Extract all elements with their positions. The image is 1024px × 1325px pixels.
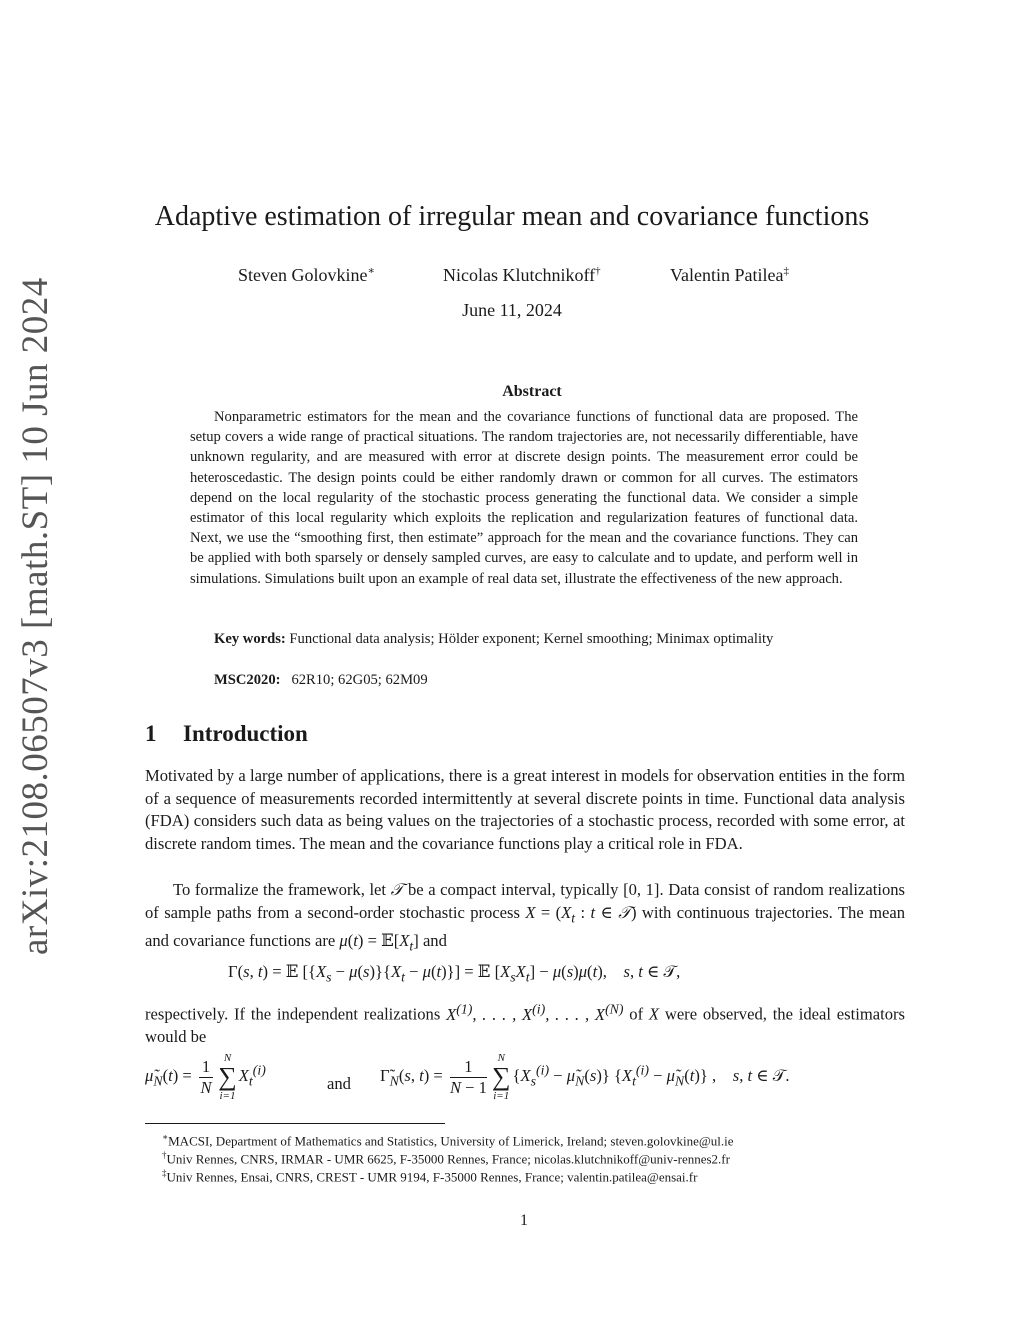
- author-3: [670, 258, 789, 288]
- section-heading: [145, 719, 308, 749]
- author-name: Valentin Patilea: [670, 265, 784, 285]
- section-number: 1: [145, 721, 157, 746]
- intro-paragraph-1: [145, 765, 905, 855]
- abstract-body: [190, 407, 858, 589]
- math-inline: 𝒯: [390, 880, 404, 899]
- abstract-heading: Abstract: [502, 383, 562, 400]
- keywords-label: Key words:: [214, 631, 286, 647]
- covariance-equation: Γ(s, t) = 𝔼 $[\{X_s - \mu(s)\}\{X_t - \mu(t)\}]$ = 𝔼 $[X_sX_t] - \mu(s)\mu(t)$, s, t ∈ 𝒯,: [228, 962, 681, 985]
- msc-label: MSC2020:: [214, 672, 281, 688]
- author-name: Steven Golovkine: [238, 265, 368, 285]
- footnote-mark: †: [162, 1150, 167, 1160]
- covariance-estimator-equation: $\Gammã_N(s$, t) = $\frac{1}{N - 1}$ N ∑ i=1 {$X_s^{(i)}$ − $\mũ_N(s)$} {$X_t^{(i)}$ − $\mũ_N(t)$} , s, t ∈ 𝒯.: [380, 1052, 790, 1102]
- paper-date: June 11, 2024: [462, 300, 562, 320]
- author-1: [238, 258, 375, 288]
- msc-codes: [190, 670, 858, 690]
- intro-paragraph-2: To formalize the framework, let 𝒯 be a compact interval, typically [0, 1]. Data consist of random realizations of sample paths from a second-order stochastic process $X = (X_t$ : t ∈ 𝒯) with continuous trajectories. The mean and covariance functions are $\mu(t) = 𝔼[X_t]$ and: [145, 880, 905, 953]
- mean-estimator-equation: $\mũ_N(t)$ = $\frac{1}{N}$ N ∑ i=1 $X_t^{(i)}$: [145, 1052, 266, 1102]
- footnote-text: Univ Rennes, CNRS, IRMAR - UMR 6625, F-35000 Rennes, France; nicolas.klutchnikoff@univ-rennes2.fr: [166, 1151, 730, 1167]
- math-inline: X: [648, 1004, 660, 1024]
- math-inline: $X^{(1)}$, . . . , $X^{(i)}$, . . . , $X^{(N)}$: [446, 1001, 624, 1024]
- footnote-rule: [145, 1123, 445, 1124]
- author-mark: ‡: [783, 265, 789, 277]
- footnote-mark: ∗: [162, 1132, 169, 1142]
- keywords-text: Functional data analysis; Hölder exponent; Kernel smoothing; Minimax optimality: [289, 631, 774, 647]
- text-run: To formalize the framework, let: [173, 880, 391, 899]
- text-run: were observed, the ideal estimators would be: [145, 1004, 906, 1047]
- footnote-text: Univ Rennes, Ensai, CNRS, CREST - UMR 9194, F-35000 Rennes, France; valentin.patilea@ensai.fr: [166, 1169, 698, 1185]
- page-number: 1: [520, 1212, 528, 1229]
- author-2: [443, 258, 601, 288]
- intro-paragraph-3: [145, 998, 905, 1049]
- arxiv-identifier: arXiv:2108.06507v3 [math.ST] 10 Jun 2024: [15, 277, 56, 955]
- text-run: with continuous trajectories. The mean and covariance functions are: [145, 902, 905, 950]
- and-word: and: [327, 1074, 351, 1093]
- text-run: respectively. If the independent realizations: [145, 1004, 447, 1024]
- author-mark: ∗: [367, 265, 375, 277]
- text-run: and: [418, 930, 447, 950]
- math-inline: μ: [339, 930, 348, 950]
- text-run: be a compact interval, typically [0, 1]. Data consist of random realizations of sample paths from a second-order stochastic process: [145, 880, 905, 922]
- author-name: Nicolas Klutchnikoff: [443, 265, 596, 285]
- paper-title: Adaptive estimation of irregular mean and covariance functions: [154, 201, 870, 232]
- footnote-mark: ‡: [162, 1168, 167, 1178]
- msc-text: 62R10; 62G05; 62M09: [291, 672, 428, 688]
- math-inline: X: [525, 902, 536, 922]
- abstract-text: Nonparametric estimators for the mean and the covariance functions of functional data are proposed. The setup covers a wide range of practical situations. The random trajectories are, not necessarily differentiable, have unknown regularity, and are measured with error at discrete design points. The measurement error could be heteroscedastic. The design points could be either randomly drawn or common for all curves. The estimators depend on the local regularity of the stochastic process generating the functional data. We consider a simple estimator of this local regularity which exploits the replication and regularization features of functional data. Next, we use the “smoothing first, then estimate” approach for the mean and the covariance functions. They can be applied with both sparsely or densely sampled curves, are easy to calculate and to update, and perform well in simulations. Simulations built upon an example of real data set, illustrate the effectiveness of the new approach.: [190, 409, 858, 587]
- text-run: of: [623, 1004, 649, 1024]
- footnote-text: MACSI, Department of Mathematics and Statistics, University of Limerick, Ireland; steven.golovkine@ul.ie: [168, 1133, 734, 1149]
- keywords: [190, 629, 858, 649]
- section-title: Introduction: [183, 721, 308, 746]
- paragraph-text: Motivated by a large number of applications, there is a great interest in models for observation entities in the form of a sequence of measurements recorded intermittently at several discrete points in time. Functional data analysis (FDA) considers such data as being values on the trajectories of a stochastic process, recorded with some error, at discrete random times. The mean and the covariance functions play a critical role in FDA.: [145, 766, 905, 853]
- footnote-3: [162, 1165, 697, 1185]
- author-mark: †: [595, 265, 601, 277]
